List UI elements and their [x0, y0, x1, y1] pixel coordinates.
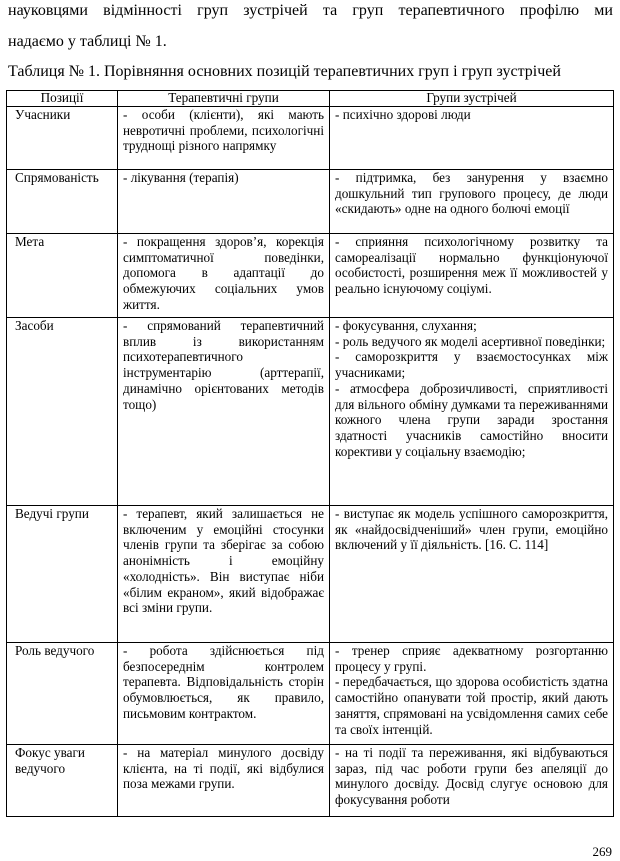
table-header-row [7, 91, 614, 107]
comparison-table [6, 90, 614, 817]
therapeutic-cell [118, 170, 330, 234]
table-row [7, 107, 614, 170]
cell-paragraph: - робота здійснюється під безпосереднім контролем терапевта. Відповідальність сторін обумовлюється, як правило, письмовим контрактом. [123, 643, 324, 721]
position-cell: Ведучі групи [7, 506, 118, 643]
table-row [7, 318, 614, 506]
position-cell: Засоби [7, 318, 118, 506]
therapeutic-cell [118, 234, 330, 318]
table-row [7, 643, 614, 745]
cell-paragraph: - на ті події та переживання, які відбуваються зараз, під час роботи групи без апеляції до минулого досвіду. Досвід слугує основою для фокусування роботи [335, 745, 608, 808]
cell-paragraph: - терапевт, який залишається не включеним у емоційні стосунки членів групи та зберігає за собою анонімність і емоційну «холодність». Він виступає ніби «білим екраном», який відображає всі зміни групи. [123, 506, 324, 616]
encounter-cell [330, 234, 614, 318]
position-cell: Фокус уваги ведучого [7, 745, 118, 817]
cell-paragraph: - підтримка, без занурення у взаємно дошкульний тип групового процесу, де люди «скидають» одне на одного болючі емоції [335, 170, 608, 217]
cell-paragraph: - сприяння психологічному розвитку та самореалізації нормально функціонуючої особистості, розширення меж її можливостей у реально існуючому соціумі. [335, 234, 608, 297]
table-row [7, 170, 614, 234]
cell-paragraph: - роль ведучого як моделі асертивної поведінки; [335, 333, 606, 349]
cell-paragraph: - фокусування, слухання; [335, 318, 477, 333]
header-encounter-groups: Групи зустрічей [330, 91, 614, 107]
therapeutic-cell [118, 107, 330, 170]
page-number: 269 [592, 844, 612, 859]
position-cell: Учасники [7, 107, 118, 170]
therapeutic-cell [118, 318, 330, 506]
encounter-cell [330, 318, 614, 506]
table-row [7, 506, 614, 643]
cell-paragraph: - спрямований терапевтичний вплив із використанням психотерапевтичного інструментарію (арттерапії, динамічно орієнтованих методів тощо) [123, 318, 324, 412]
header-positions: Позиції [7, 91, 118, 107]
cell-paragraph: - особи (клієнти), які мають невротичні проблеми, психологічні труднощі різного напрямку [123, 107, 324, 154]
cell-paragraph: - лікування (терапія) [123, 170, 239, 185]
header-therapeutic-groups: Терапевтичні групи [118, 91, 330, 107]
position-cell: Спрямованість [7, 170, 118, 234]
cell-paragraph: - тренер сприяє адекватному розгортанню процесу у групі. [335, 643, 608, 674]
cell-paragraph: - атмосфера доброзичливості, сприятливості для вільного обміну думками та переживаннями кожного члена групи заради зростання здатності учасників самостійно вносити корективи у соціальну взаємодію; [335, 380, 608, 459]
cell-paragraph: - покращення здоров’я, корекція симптоматичної поведінки, допомога в адаптації до обмежуючих соціальних умов життя. [123, 234, 324, 312]
position-cell: Мета [7, 234, 118, 318]
encounter-cell [330, 506, 614, 643]
cell-paragraph: - психічно здорові люди [335, 107, 471, 122]
table-row [7, 745, 614, 817]
cell-paragraph: - саморозкриття у взаємостосунках між учасниками; [335, 349, 608, 381]
cell-paragraph: - передбачається, що здорова особистість здатна самостійно опанувати той простір, який дають заняття, спрямовані на усвідомлення самих себе та своїх інтенцій. [335, 674, 608, 737]
therapeutic-cell [118, 506, 330, 643]
cell-paragraph: - на матеріал минулого досвіду клієнта, на ті події, які відбулися поза межами групи. [123, 745, 324, 792]
encounter-cell [330, 170, 614, 234]
position-cell: Роль ведучого [7, 643, 118, 745]
table-row [7, 234, 614, 318]
table-caption: Таблиця № 1. Порівняння основних позицій терапевтичних груп і груп зустрічей [8, 63, 561, 80]
encounter-cell [330, 643, 614, 745]
therapeutic-cell [118, 745, 330, 817]
encounter-cell [330, 107, 614, 170]
cell-paragraph: - виступає як модель успішного саморозкриття, як «найдосвідченіший» член групи, емоційно включений у її діяльність. [16. С. 114] [335, 506, 608, 553]
encounter-cell [330, 745, 614, 817]
therapeutic-cell [118, 643, 330, 745]
intro-line-1: науковцями відмінності груп зустрічей та груп терапевтичного профілю ми [8, 2, 613, 19]
intro-line-2: надаємо у таблиці № 1. [8, 33, 167, 50]
